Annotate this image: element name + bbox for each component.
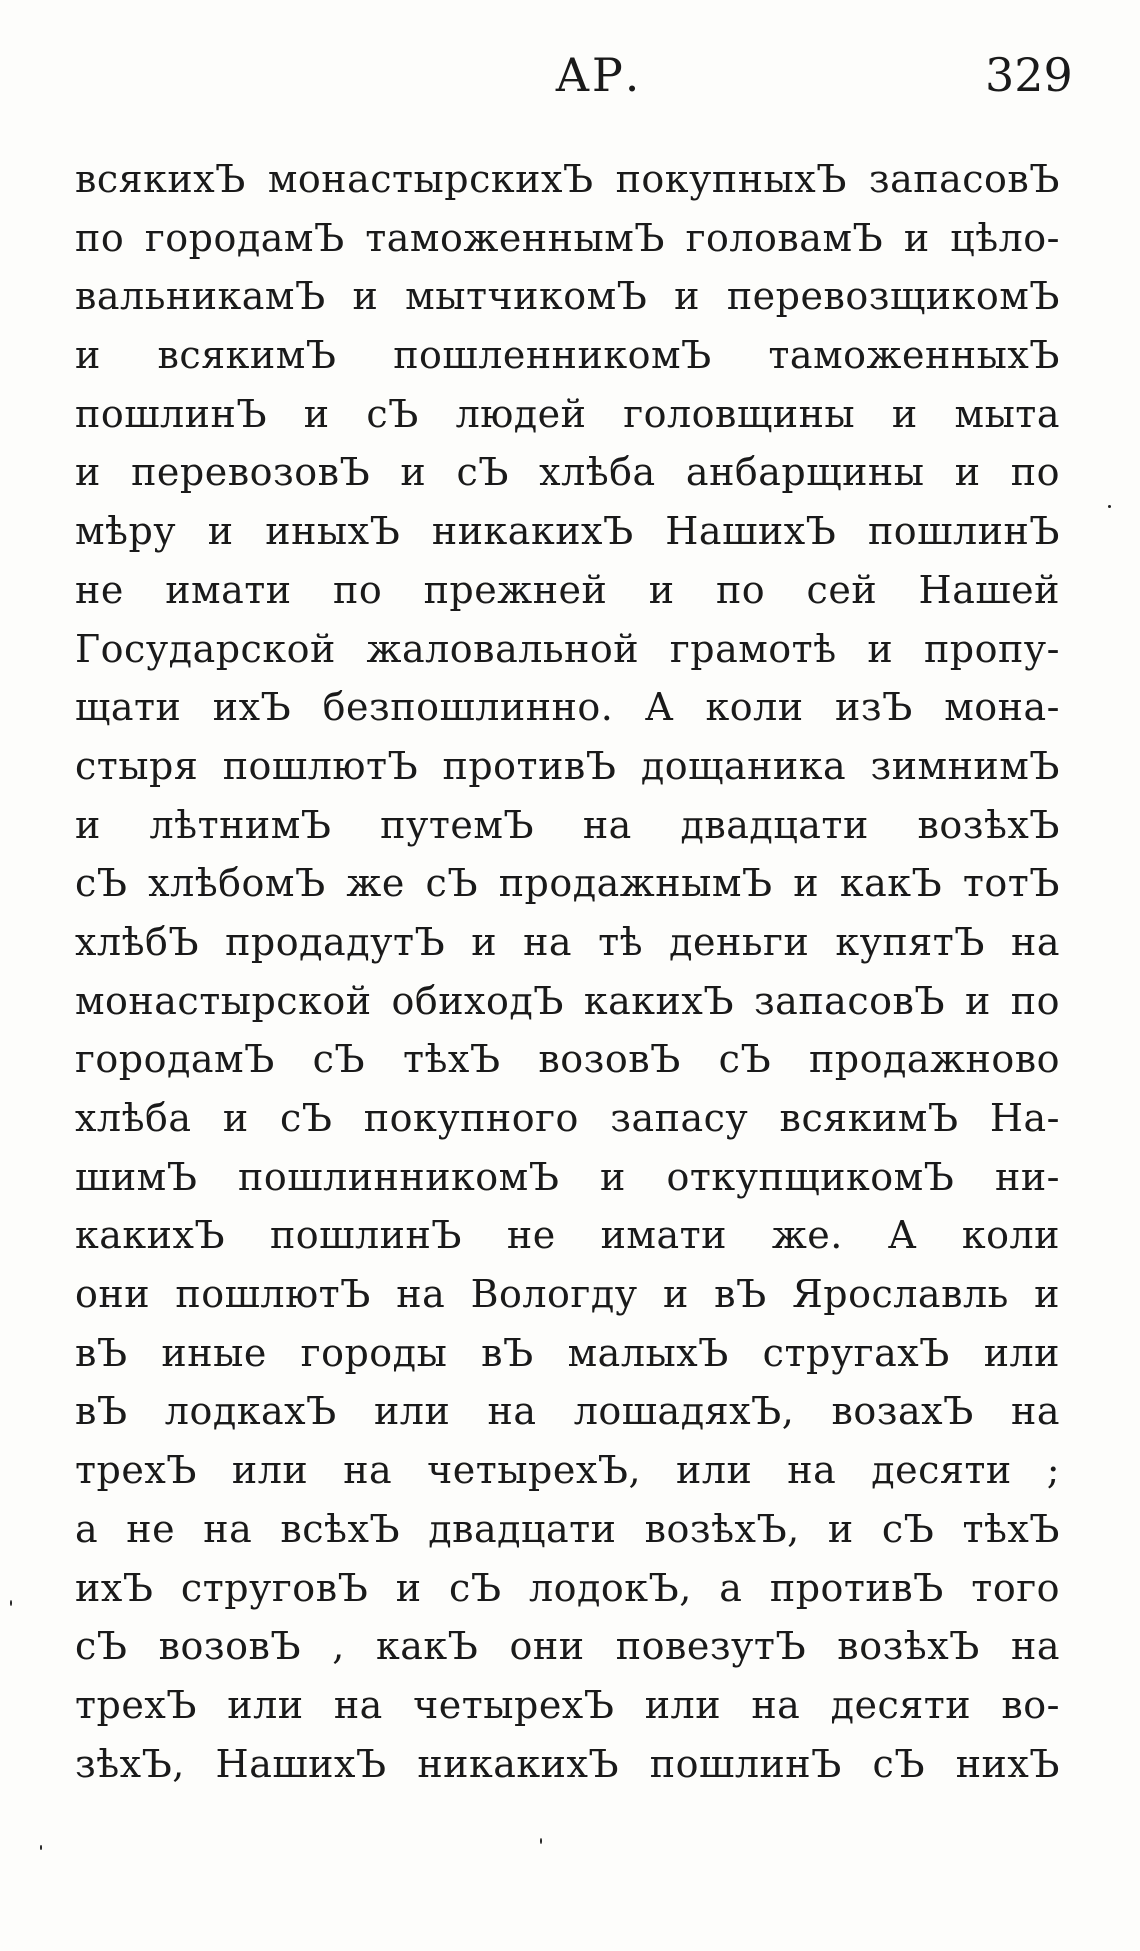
paper-speck: [1108, 505, 1111, 508]
running-head: [0, 48, 1140, 108]
text-line: стыря пошлютЪ противЪ дощаника зимнимЪ: [75, 743, 1060, 788]
text-line: хлѣбЪ продадутЪ и на тѣ деньги купятЪ на: [75, 919, 1060, 964]
text-line: зѣхЪ, НашихЪ никакихЪ пошлинЪ сЪ нихЪ: [75, 1741, 1060, 1786]
paper-speck: [540, 1838, 542, 1844]
text-line: вЪ лодкахЪ или на лошадяхЪ, возахЪ на: [75, 1389, 1060, 1434]
text-line: сЪ хлѣбомЪ же сЪ продажнымЪ и какЪ тотЪ: [75, 861, 1060, 906]
text-line: и всякимЪ пошленникомЪ таможенныхЪ: [75, 333, 1060, 378]
text-line: вЪ иные городы вЪ малыхЪ стругахЪ или: [75, 1330, 1060, 1375]
text-line: шимЪ пошлинникомЪ и откупщикомЪ ни-: [75, 1154, 1060, 1199]
text-line: не имати по прежней и по сей Нашей: [75, 567, 1060, 612]
paper-speck: [40, 1845, 42, 1850]
text-line: ихЪ струговЪ и сЪ лодокЪ, а противЪ того: [75, 1565, 1060, 1610]
running-head-title: АР.: [555, 48, 642, 102]
text-line: городамЪ сЪ тѣхЪ возовЪ сЪ продажново: [75, 1037, 1060, 1082]
paper-speck: [10, 1600, 12, 1606]
text-line: монастырской обиходЪ какихЪ запасовЪ и по: [75, 978, 1060, 1023]
text-line: трехЪ или на четырехЪ или на десяти во-: [75, 1682, 1060, 1727]
text-line: и перевозовЪ и сЪ хлѣба анбарщины и по: [75, 450, 1060, 495]
text-line: пошлинЪ и сЪ людей головщины и мыта: [75, 391, 1060, 436]
page-number: 329: [985, 48, 1073, 102]
text-line: мѣру и иныхЪ никакихЪ НашихЪ пошлинЪ: [75, 509, 1060, 554]
text-line: сЪ возовЪ , какЪ они повезутЪ возѣхЪ на: [75, 1624, 1060, 1669]
text-line: хлѣба и сЪ покупного запасу всякимЪ На-: [75, 1096, 1060, 1140]
text-line: всякихЪ монастырскихЪ покупныхЪ запасовЪ: [75, 157, 1060, 201]
text-line: по городамЪ таможеннымЪ головамЪ и цѣло-: [75, 215, 1060, 260]
text-line: щати ихЪ безпошлинно. А коли изЪ мона-: [75, 685, 1060, 730]
text-line: и лѣтнимЪ путемЪ на двадцати возѣхЪ: [75, 802, 1060, 847]
text-line: а не на всѣхЪ двадцати возѣхЪ, и сЪ тѣхЪ: [75, 1506, 1060, 1551]
text-line: они пошлютЪ на Вологду и вЪ Ярославль и: [75, 1272, 1060, 1317]
text-line: вальникамЪ и мытчикомЪ и перевозщикомЪ: [75, 274, 1060, 319]
text-line: трехЪ или на четырехЪ, или на десяти ;: [75, 1448, 1060, 1493]
body-text: [75, 150, 1060, 1793]
text-line: какихЪ пошлинЪ не имати же. А коли: [75, 1213, 1060, 1258]
text-line: Государской жаловальной грамотѣ и пропу-: [75, 626, 1060, 671]
